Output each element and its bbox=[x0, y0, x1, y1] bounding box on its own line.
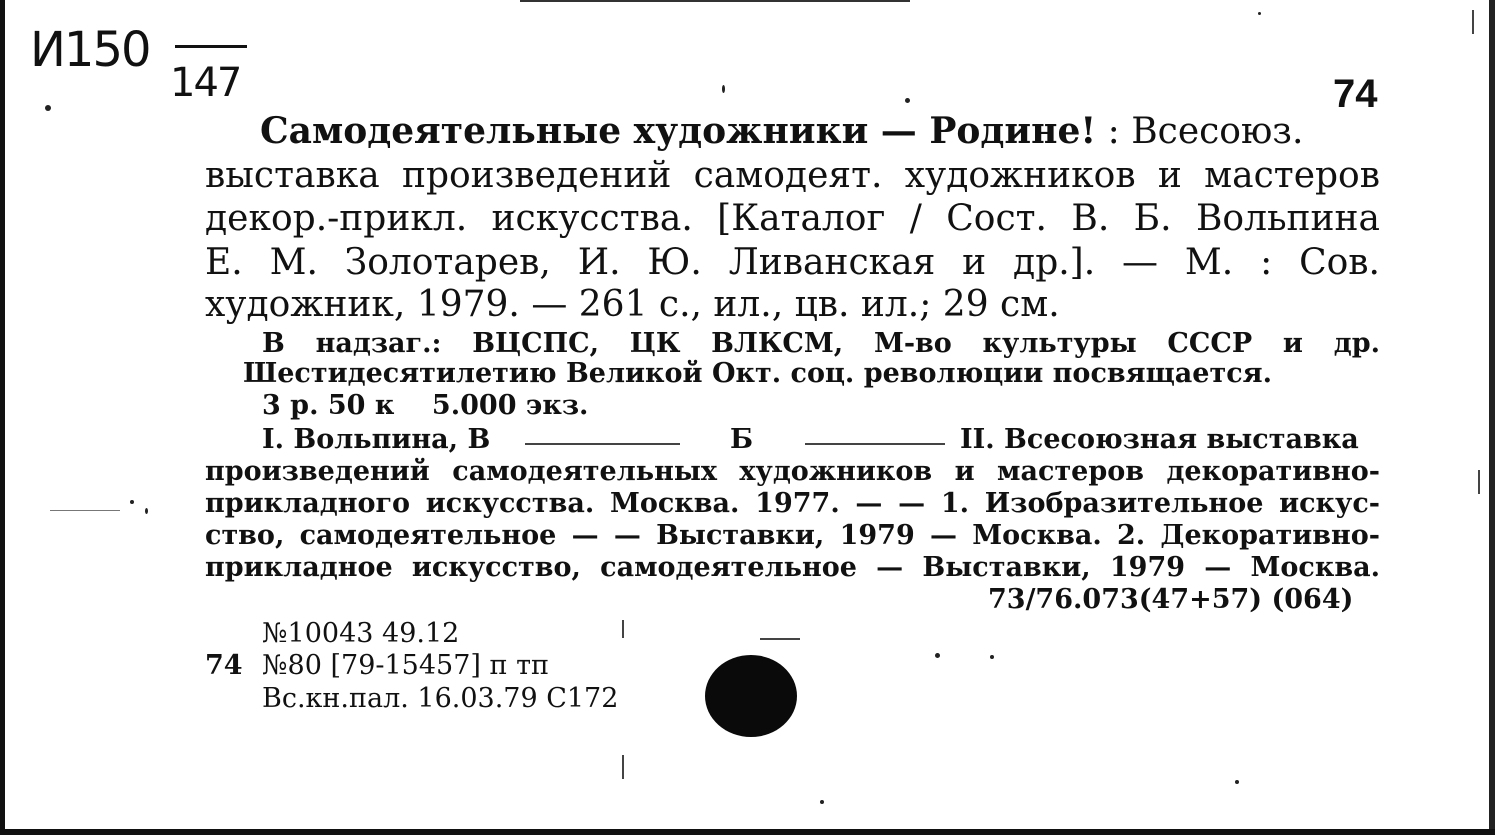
footer-card-number: 74 bbox=[205, 650, 243, 681]
card-bottom-edge bbox=[0, 829, 1495, 835]
price-line: 3 р. 50 к 5.000 экз. bbox=[262, 390, 589, 421]
title-line-1 bbox=[260, 110, 1303, 152]
stray-mark bbox=[622, 755, 624, 779]
speck bbox=[990, 655, 994, 659]
note-line-2: Шестидесятилетию Великой Окт. соц. революции посвящается. bbox=[243, 358, 1272, 389]
handwritten-fraction-bar bbox=[175, 45, 247, 48]
card-left-edge bbox=[0, 0, 5, 835]
title-line-4: Е. М. Золотарев, И. Ю. Ливанская и др.]. — М. : Сов. bbox=[205, 242, 1380, 283]
handwritten-fraction: 147 bbox=[170, 60, 241, 106]
speck bbox=[722, 85, 725, 93]
stray-mark bbox=[1472, 10, 1474, 34]
card-right-edge bbox=[1489, 0, 1495, 835]
tracing-line-1-author: I. Вольпина, В bbox=[262, 424, 491, 455]
note-line-1: В надзаг.: ВЦСПС, ЦК ВЛКСМ, М-во культуры СССР и др. bbox=[262, 328, 1380, 359]
title-line-3: декор.-прикл. искусства. [Каталог / Сост. В. Б. Вольпина bbox=[205, 198, 1380, 239]
tracing-line-1-title: II. Всесоюзная выставка bbox=[960, 424, 1359, 455]
classification-code: 73/76.073(47+57) (064) bbox=[988, 584, 1354, 615]
speck bbox=[145, 508, 148, 514]
handwritten-code: И150 bbox=[30, 22, 150, 78]
title-line-2: выставка произведений самодеят. художников и мастеров bbox=[205, 155, 1380, 196]
title-main: Самодеятельные художники — Родине! bbox=[260, 110, 1097, 152]
speck bbox=[935, 653, 940, 658]
tracing-line-4: ство, самодеятельное — — Выставки, 1979 — Москва. 2. Декоративно- bbox=[205, 520, 1380, 551]
speck bbox=[45, 105, 51, 111]
stray-mark bbox=[622, 620, 624, 638]
speck bbox=[1235, 780, 1239, 784]
page-number: 74 bbox=[1333, 72, 1378, 116]
title-line-1-rest: : Всесоюз. bbox=[1096, 111, 1304, 152]
speck bbox=[130, 500, 134, 504]
blank-line-2 bbox=[805, 443, 945, 445]
card-top-edge-mark bbox=[520, 0, 910, 2]
speck bbox=[820, 800, 824, 804]
blob-arc-mark bbox=[760, 638, 800, 640]
punch-hole-mark bbox=[705, 655, 797, 737]
tracing-line-3: прикладного искусства. Москва. 1977. — — 1. Изобразительное искус- bbox=[205, 488, 1380, 519]
speck bbox=[905, 98, 910, 103]
stray-mark bbox=[1478, 470, 1480, 494]
footer-line-1: №10043 49.12 bbox=[262, 618, 460, 649]
tracing-line-5: прикладное искусство, самодеятельное — Выставки, 1979 — Москва. bbox=[205, 552, 1380, 583]
title-line-5: художник, 1979. — 261 с., ил., цв. ил.; 29 см. bbox=[205, 284, 1060, 325]
tracing-line-1-initial: Б bbox=[730, 424, 754, 455]
footer-line-3: Вс.кн.пал. 16.03.79 С172 bbox=[262, 683, 619, 714]
tracing-line-2: произведений самодеятельных художников и мастеров декоративно- bbox=[205, 456, 1380, 487]
speck bbox=[1258, 12, 1261, 15]
blank-line-1 bbox=[525, 443, 680, 445]
footer-line-2: №80 [79-15457] п тп bbox=[262, 650, 550, 681]
stray-mark bbox=[50, 510, 120, 511]
